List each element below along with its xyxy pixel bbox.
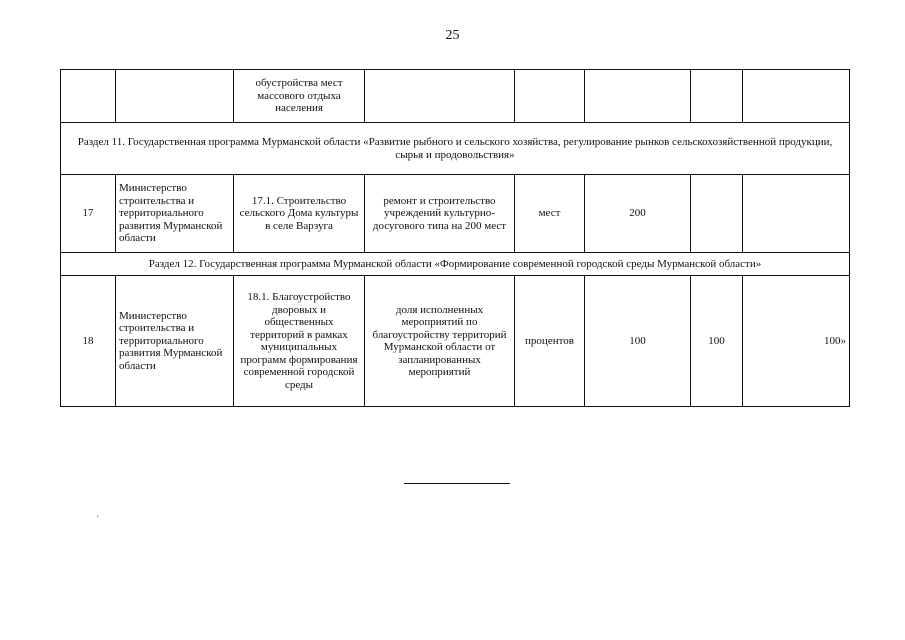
measure-cell: 17.1. Строительство сельского Дома культуры в селе Варзуга [234, 175, 365, 253]
table-row-continuation [61, 70, 850, 123]
program-table [60, 69, 850, 407]
executor-cell: Министерство строительства и территориального развития Мурманской области [116, 276, 234, 407]
value-cell-1: 200 [585, 175, 691, 253]
row-number-cell: 18 [61, 276, 116, 407]
value-cell-1 [585, 70, 691, 123]
value-cell-3: 100» [743, 276, 850, 407]
table-row-18 [61, 276, 850, 407]
value-cell-1: 100 [585, 276, 691, 407]
value-cell-2 [691, 175, 743, 253]
section-row-12 [61, 253, 850, 276]
indicator-cell [365, 70, 515, 123]
unit-cell [515, 70, 585, 123]
page-number: 25 [445, 28, 460, 43]
value-cell-3 [743, 70, 850, 123]
value-cell-2 [691, 70, 743, 123]
unit-cell: мест [515, 175, 585, 253]
executor-cell [116, 70, 234, 123]
value-cell-3 [743, 175, 850, 253]
indicator-cell: ремонт и строительство учреждений культурно-досугового типа на 200 мест [365, 175, 515, 253]
executor-cell: Министерство строительства и территориального развития Мурманской области [116, 175, 234, 253]
row-number-cell [61, 70, 116, 123]
section-row-11 [61, 123, 850, 175]
table-row-17 [61, 175, 850, 253]
row-number-cell: 17 [61, 175, 116, 253]
value-cell-2: 100 [691, 276, 743, 407]
section-12-heading: Раздел 12. Государственная программа Мурманской области «Формирование современной городской среды Мурманской области» [61, 253, 850, 276]
scan-mark: ' [97, 514, 99, 524]
section-11-heading: Раздел 11. Государственная программа Мурманской области «Развитие рыбного и сельского хозяйства, регулирование рынков сельскохозяйственной продукции, сырья и продовольствия» [61, 123, 850, 175]
unit-cell: процентов [515, 276, 585, 407]
indicator-cell: доля исполненных мероприятий по благоустройству территорий Мурманской области от запланированных мероприятий [365, 276, 515, 407]
measure-cell: 18.1. Благоустройство дворовых и общественных территорий в рамках муниципальных программ формирования современной городской среды [234, 276, 365, 407]
end-separator-line [404, 483, 510, 484]
measure-cell: обустройства мест массового отдыха населения [234, 70, 365, 123]
